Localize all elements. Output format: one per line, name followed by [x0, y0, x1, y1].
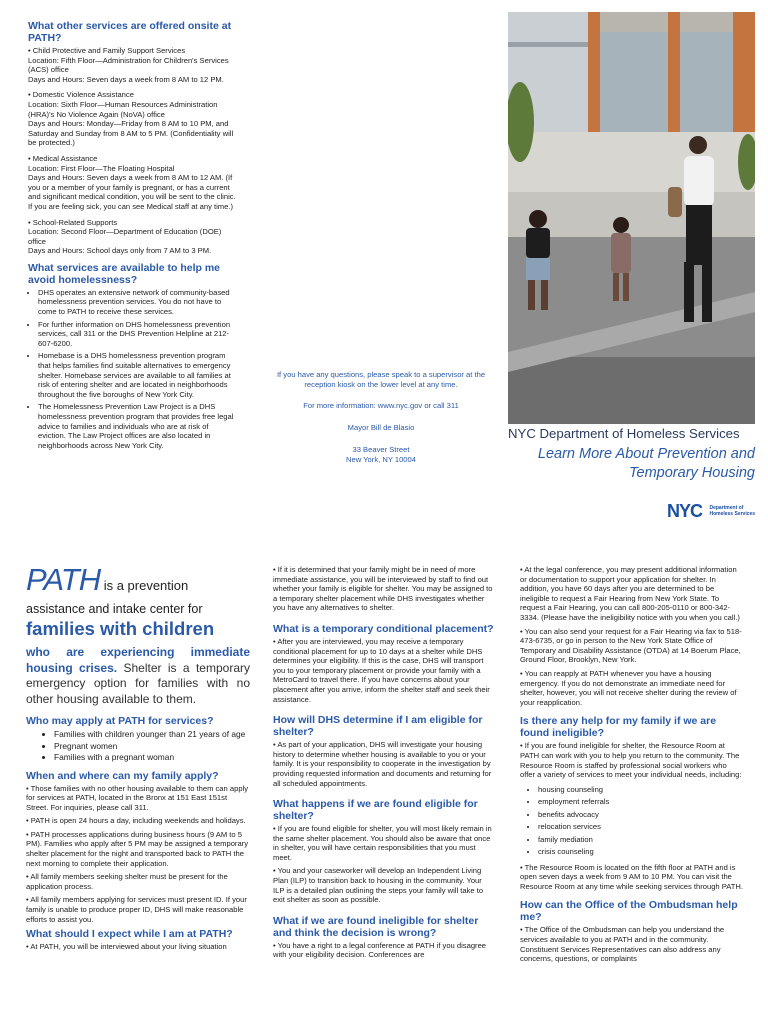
- resource-room-text: [520, 741, 743, 779]
- ineligible-text: • You have a right to a legal conference at PATH if you disagree with your eligibility decision. Conferences are: [273, 940, 487, 960]
- service-days: Days and Hours: Seven days a week from 8 AM to 12 AM. (If you or a member of your family is pregnant, or has a current and significant medical condition, you will be sent to the clinic. If you are feeling sick, you can see Medical staff at any time.): [28, 173, 236, 211]
- path-title: PATH: [26, 562, 101, 597]
- appeals-text: [520, 565, 743, 707]
- service-days: Days and Hours: Seven days a week from 8 AM to 12 PM.: [28, 74, 224, 84]
- heading-help-ineligible: Is there any help for my family if we are found ineligible?: [520, 715, 717, 740]
- list-item: • employment referrals: [538, 796, 743, 809]
- list-item: • relocation services: [538, 821, 743, 834]
- apply-text: [26, 784, 250, 925]
- intro-line-2: assistance and intake center for: [26, 602, 203, 616]
- nyc-logo-mark: NYC: [667, 501, 703, 521]
- heading-when-where: When and where can my family apply?: [26, 769, 219, 782]
- intro-shelter: Shelter is a temporary emergency option for families with no other housing available to them.: [26, 660, 250, 706]
- subtitle-line-1: Learn More About Prevention and: [537, 446, 755, 462]
- paragraph: • PATH is open 24 hours a day, including weekends and holidays.: [26, 816, 246, 826]
- paragraph: • If it is determined that your family might be in need of more immediate assistance, you will be interviewed by staff to find out whether your family is eligible for shelter. You may be assigned to a temporary shelter placement while DHS investigates whether you have any alternatives to shelter.: [273, 565, 493, 613]
- service-title: • Domestic Violence Assistance: [28, 90, 134, 100]
- list-item: • crisis counseling: [538, 846, 743, 859]
- address-line-2: New York, NY 10004: [346, 454, 416, 464]
- heading-found-ineligible-wrong: What if we are found ineligible for shelter and think the decision is wrong?: [273, 914, 479, 939]
- paragraph: • You can also send your request for a Fair Hearing via fax to 518-473-6735, or go in person to the New York State Office of Temporary and Disability Assistance (OTDA) at 14 Boerum Place, Ground Floor, Brooklyn, New York.: [520, 626, 742, 665]
- service-location: Location: Sixth Floor—Human Resources Administration (HRA)'s No Violence Again (NoVA) office: [28, 99, 218, 119]
- paragraph: • Those families with no other housing available to them can apply for services at PATH, located in the Bronx at 151 East 151st Street. For inquiries, please call 311.: [26, 783, 249, 812]
- panel-services: [28, 20, 238, 454]
- intro-paragraph: [26, 645, 250, 707]
- list-item: • Pregnant women: [54, 741, 250, 753]
- list-item: • family mediation: [538, 834, 743, 847]
- services-text: [28, 46, 238, 256]
- paragraph: • The Resource Room is located on the fifth floor at PATH and is open seven days a week from 9 AM to 10 PM. You can visit the Resource Room at any time while seeking services through PATH.: [520, 862, 743, 891]
- cover-photo: [508, 12, 755, 424]
- assistance-text: [273, 565, 495, 613]
- logo-caption-line-2: Homeless Services: [709, 511, 756, 517]
- service-location: Location: First Floor—The Floating Hospital: [28, 163, 175, 173]
- services-list: [520, 784, 743, 859]
- panel-eligibility: [273, 565, 495, 960]
- intro-crisis: who are experiencing immediate housing crises.: [26, 645, 250, 675]
- paragraph: • You and your caseworker will develop an Independent Living Plan (ILP) to transition back to housing in the community. Your ILP is a detailed plan outlining the steps your family will take to exit shelter as soon as possible.: [273, 866, 484, 905]
- paragraph: • If you are found eligible for shelter, you will most likely remain in the same shelter placement. You should also be aware that once in shelter, you will have certain responsibilities that you must meet.: [273, 824, 492, 862]
- subtitle-line-2: Temporary Housing: [629, 465, 755, 481]
- service-days: Days and Hours: Monday—Friday from 8 AM to 10 PM, and Saturday and Sunday from 8 AM to 5 PM. (Confidentiality will be protected.): [28, 119, 234, 148]
- nyc-logo: [667, 501, 757, 523]
- eligibility-list: [26, 729, 250, 764]
- resource-location-text: [520, 863, 743, 892]
- service-location: Location: Second Floor—Department of Education (DOE) office: [28, 227, 222, 246]
- service-title: • School-Related Supports: [28, 217, 118, 227]
- prevention-list: [28, 288, 238, 451]
- intro-families: families with children: [26, 618, 215, 639]
- heading-who-may-apply: Who may apply at PATH for services?: [26, 715, 214, 727]
- paragraph: • PATH processes applications during business hours (9 AM to 5 PM). Families who apply after 5 PM may be assigned a temporary shelter placement for the night and transported back to PATH the next morning to complete their application.: [26, 829, 248, 868]
- panel-contact: [266, 370, 496, 465]
- placement-text: [273, 637, 495, 704]
- paragraph: • If you are found ineligible for shelter, the Resource Room at PATH can work with you to help you return to the community. The Resource Room is staffed by professional social workers who offer a variety of services to meet your individual needs, including:: [520, 741, 742, 780]
- panel-path-intro: [26, 562, 250, 952]
- intro-line-1: [26, 562, 250, 601]
- paragraph: • After you are interviewed, you may receive a temporary conditional placement for up to 10 days at a shelter while DHS determines your eligibility. If this is the case, DHS will transport you to your temporary placement or provide your family with a MetroCard to travel there. If you have concerns about your placement after you arrive, inform the shelter staff and seek their assistance.: [273, 636, 490, 704]
- heading-other-services: What other services are offered onsite at PATH?: [28, 20, 232, 44]
- list-item: • housing counseling: [538, 784, 743, 797]
- dept-title: NYC Department of Homeless Services: [508, 426, 740, 441]
- heading-temporary-placement: What is a temporary conditional placement?: [273, 622, 494, 635]
- paragraph: • At the legal conference, you may present additional information or documentation to support your application for shelter. In addition, you have 60 days after you are determined to be ineligible to request a Fair Hearing from New York State. To request a Fair Hearing, you can call 800-205-0110 or 800-342-3334. (Please have the ineligibility notice with you when you call.): [520, 565, 740, 622]
- heading-ombudsman: How can the Office of the Ombudsman help me?: [520, 899, 738, 924]
- ombudsman-text: • The Office of the Ombudsman can help you understand the services available to you at PATH and in the community. Constituent Services Representatives can also address any concerns, questions, or complaints: [520, 925, 725, 964]
- eligible-text: [273, 824, 495, 905]
- address-line-1: 33 Beaver Street: [352, 445, 410, 455]
- cover-subtitle: [500, 445, 755, 483]
- paragraph: • All family members applying for services must present ID. If your family is unable to produce proper ID, DHS will make reasonable efforts to assist you.: [26, 895, 247, 924]
- list-item: • For further information on DHS homelessness prevention services, call 311 or the DHS Prevention Helpline at 212-607-6200.: [38, 320, 238, 349]
- panel-appeals: [520, 565, 743, 964]
- mayor-text: Mayor Bill de Blasio: [347, 422, 415, 432]
- service-location: Location: Fifth Floor—Administration for Children's Services (ACS) office: [28, 55, 229, 75]
- logo-caption-line-1: Department of: [709, 505, 744, 511]
- heading-avoid-homelessness: What services are available to help me avoid homelessness?: [28, 261, 221, 286]
- heading-found-eligible: What happens if we are found eligible for shelter?: [273, 798, 478, 823]
- service-days: Days and Hours: School days only from 7 AM to 3 PM.: [28, 246, 212, 256]
- family-crossing-street-image: [508, 12, 755, 424]
- list-item: • benefits advocacy: [538, 809, 743, 822]
- more-info-text: For more information: www.nyc.gov or call 311: [303, 401, 459, 411]
- list-item: • Families with children younger than 21 years of age: [54, 729, 250, 741]
- paragraph: • As part of your application, DHS will investigate your housing history to determine whether housing is available to you or your family. It is your responsibility to cooperate in the investigation by providing requested information and documents and returning for all scheduled appointments.: [273, 740, 492, 788]
- nyc-logo-caption: [709, 505, 755, 517]
- list-item: • Families with a pregnant woman: [54, 752, 250, 764]
- determine-text: [273, 740, 495, 788]
- service-title: • Medical Assistance: [28, 153, 98, 163]
- heading-determine-eligibility: How will DHS determine if I am eligible for shelter?: [273, 714, 483, 739]
- service-title: • Child Protective and Family Support Services: [28, 46, 186, 55]
- expect-text: • At PATH, you will be interviewed about your living situation: [26, 942, 227, 952]
- list-item: • Homebase is a DHS homelessness prevention program that helps families find suitable alternatives to emergency shelter. Homebase services are available to all families at risk of entering shelter and are located in neighborhoods throughout the five boroughs of New York City.: [38, 351, 238, 399]
- paragraph: • All family members seeking shelter must be present for the application process.: [26, 872, 228, 891]
- intro-prevention: is a prevention: [100, 578, 189, 593]
- heading-what-expect: What should I expect while I am at PATH?: [26, 928, 233, 941]
- questions-text: If you have any questions, please speak to a supervisor at the reception kiosk on the lower level at any time.: [276, 370, 486, 389]
- paragraph: • You can reapply at PATH whenever you have a housing emergency. If you do not demonstrate an immediate need for shelter, however, you will not receive shelter during the review of your reapplication.: [520, 668, 737, 707]
- list-item: • The Homelessness Prevention Law Project is a DHS homelessness prevention program that provides free legal advice to families and individuals who are at risk of eviction. The Law Project offices are also located in neighborhoods across New York City.: [38, 402, 238, 450]
- list-item: • DHS operates an extensive network of community-based homelessness prevention services. You do not have to come to PATH to receive these services.: [38, 288, 238, 317]
